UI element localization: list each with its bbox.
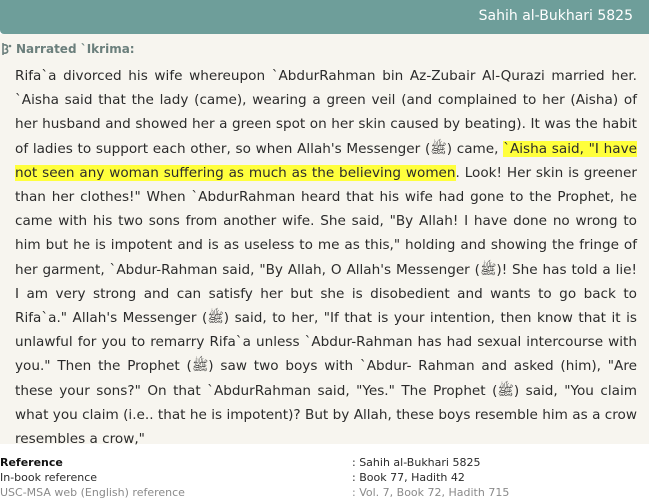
in-book-reference-row bbox=[0, 470, 649, 485]
usc-msa-reference-label: USC-MSA web (English) reference bbox=[0, 486, 185, 499]
reference-row bbox=[0, 455, 649, 470]
in-book-reference-value: : Book 77, Hadith 42 bbox=[352, 471, 465, 484]
highlighted-phrase: `Aisha said, "I have not seen any woman suffering as much as the believing women bbox=[15, 140, 638, 181]
narrator-line bbox=[0, 41, 135, 57]
in-book-reference-label: In-book reference bbox=[0, 471, 98, 484]
usc-msa-reference-row bbox=[0, 485, 649, 500]
hadith-reference-title[interactable]: Sahih al-Bukhari 5825 bbox=[478, 8, 633, 24]
reference-table bbox=[0, 455, 649, 500]
reference-label: Reference bbox=[0, 456, 63, 469]
narrator-icon bbox=[0, 41, 14, 57]
usc-msa-reference-value: : Vol. 7, Book 72, Hadith 715 bbox=[352, 486, 510, 499]
hadith-text-before: Rifa`a divorced his wife whereupon `AbdurRahman bin Az-Zubair Al-Qurazi married her. `Aisha said that the lady (came), wearing a green veil (and complained to her (Aisha) of her husband and showed her a green spot on her skin caused by beating). It was the habit of ladies to support each other, so when Allah's Messenger (ﷺ) came, bbox=[15, 68, 637, 157]
hadith-text bbox=[15, 64, 637, 451]
reference-value: : Sahih al-Bukhari 5825 bbox=[352, 456, 481, 469]
narrator-label: Narrated `Ikrima: bbox=[16, 42, 135, 56]
hadith-text-after: . Look! Her skin is greener than her clothes!" When `AbdurRahman heard that his wife had gone to the Prophet, he came with his two sons from another wife. She said, "By Allah! I have done no wrong to him but he is impotent and is as useless to me as this," holding and showing the fringe of her garment, `Abdur-Rahman said, "By Allah, O Allah's Messenger (ﷺ)! She has told a lie! I am very strong and can satisfy her but she is disobedient and wants to go back to Rifa`a." Allah's Messenger (ﷺ) said, to her, "If that is your intention, then know that it is unlawful for you to remarry Rifa`a unless `Abdur-Rahman has had sexual intercourse with you." Then the Prophet (ﷺ) saw two boys with `Abdur- Rahman and asked (him), "Are these your sons?" On that `AbdurRahman said, "Yes." The Prophet (ﷺ) said, "You claim what you claim (i.e.. that he is impotent)? But by Allah, these boys resemble him as a crow resembles a crow," bbox=[15, 164, 637, 448]
header-bar bbox=[0, 0, 649, 34]
